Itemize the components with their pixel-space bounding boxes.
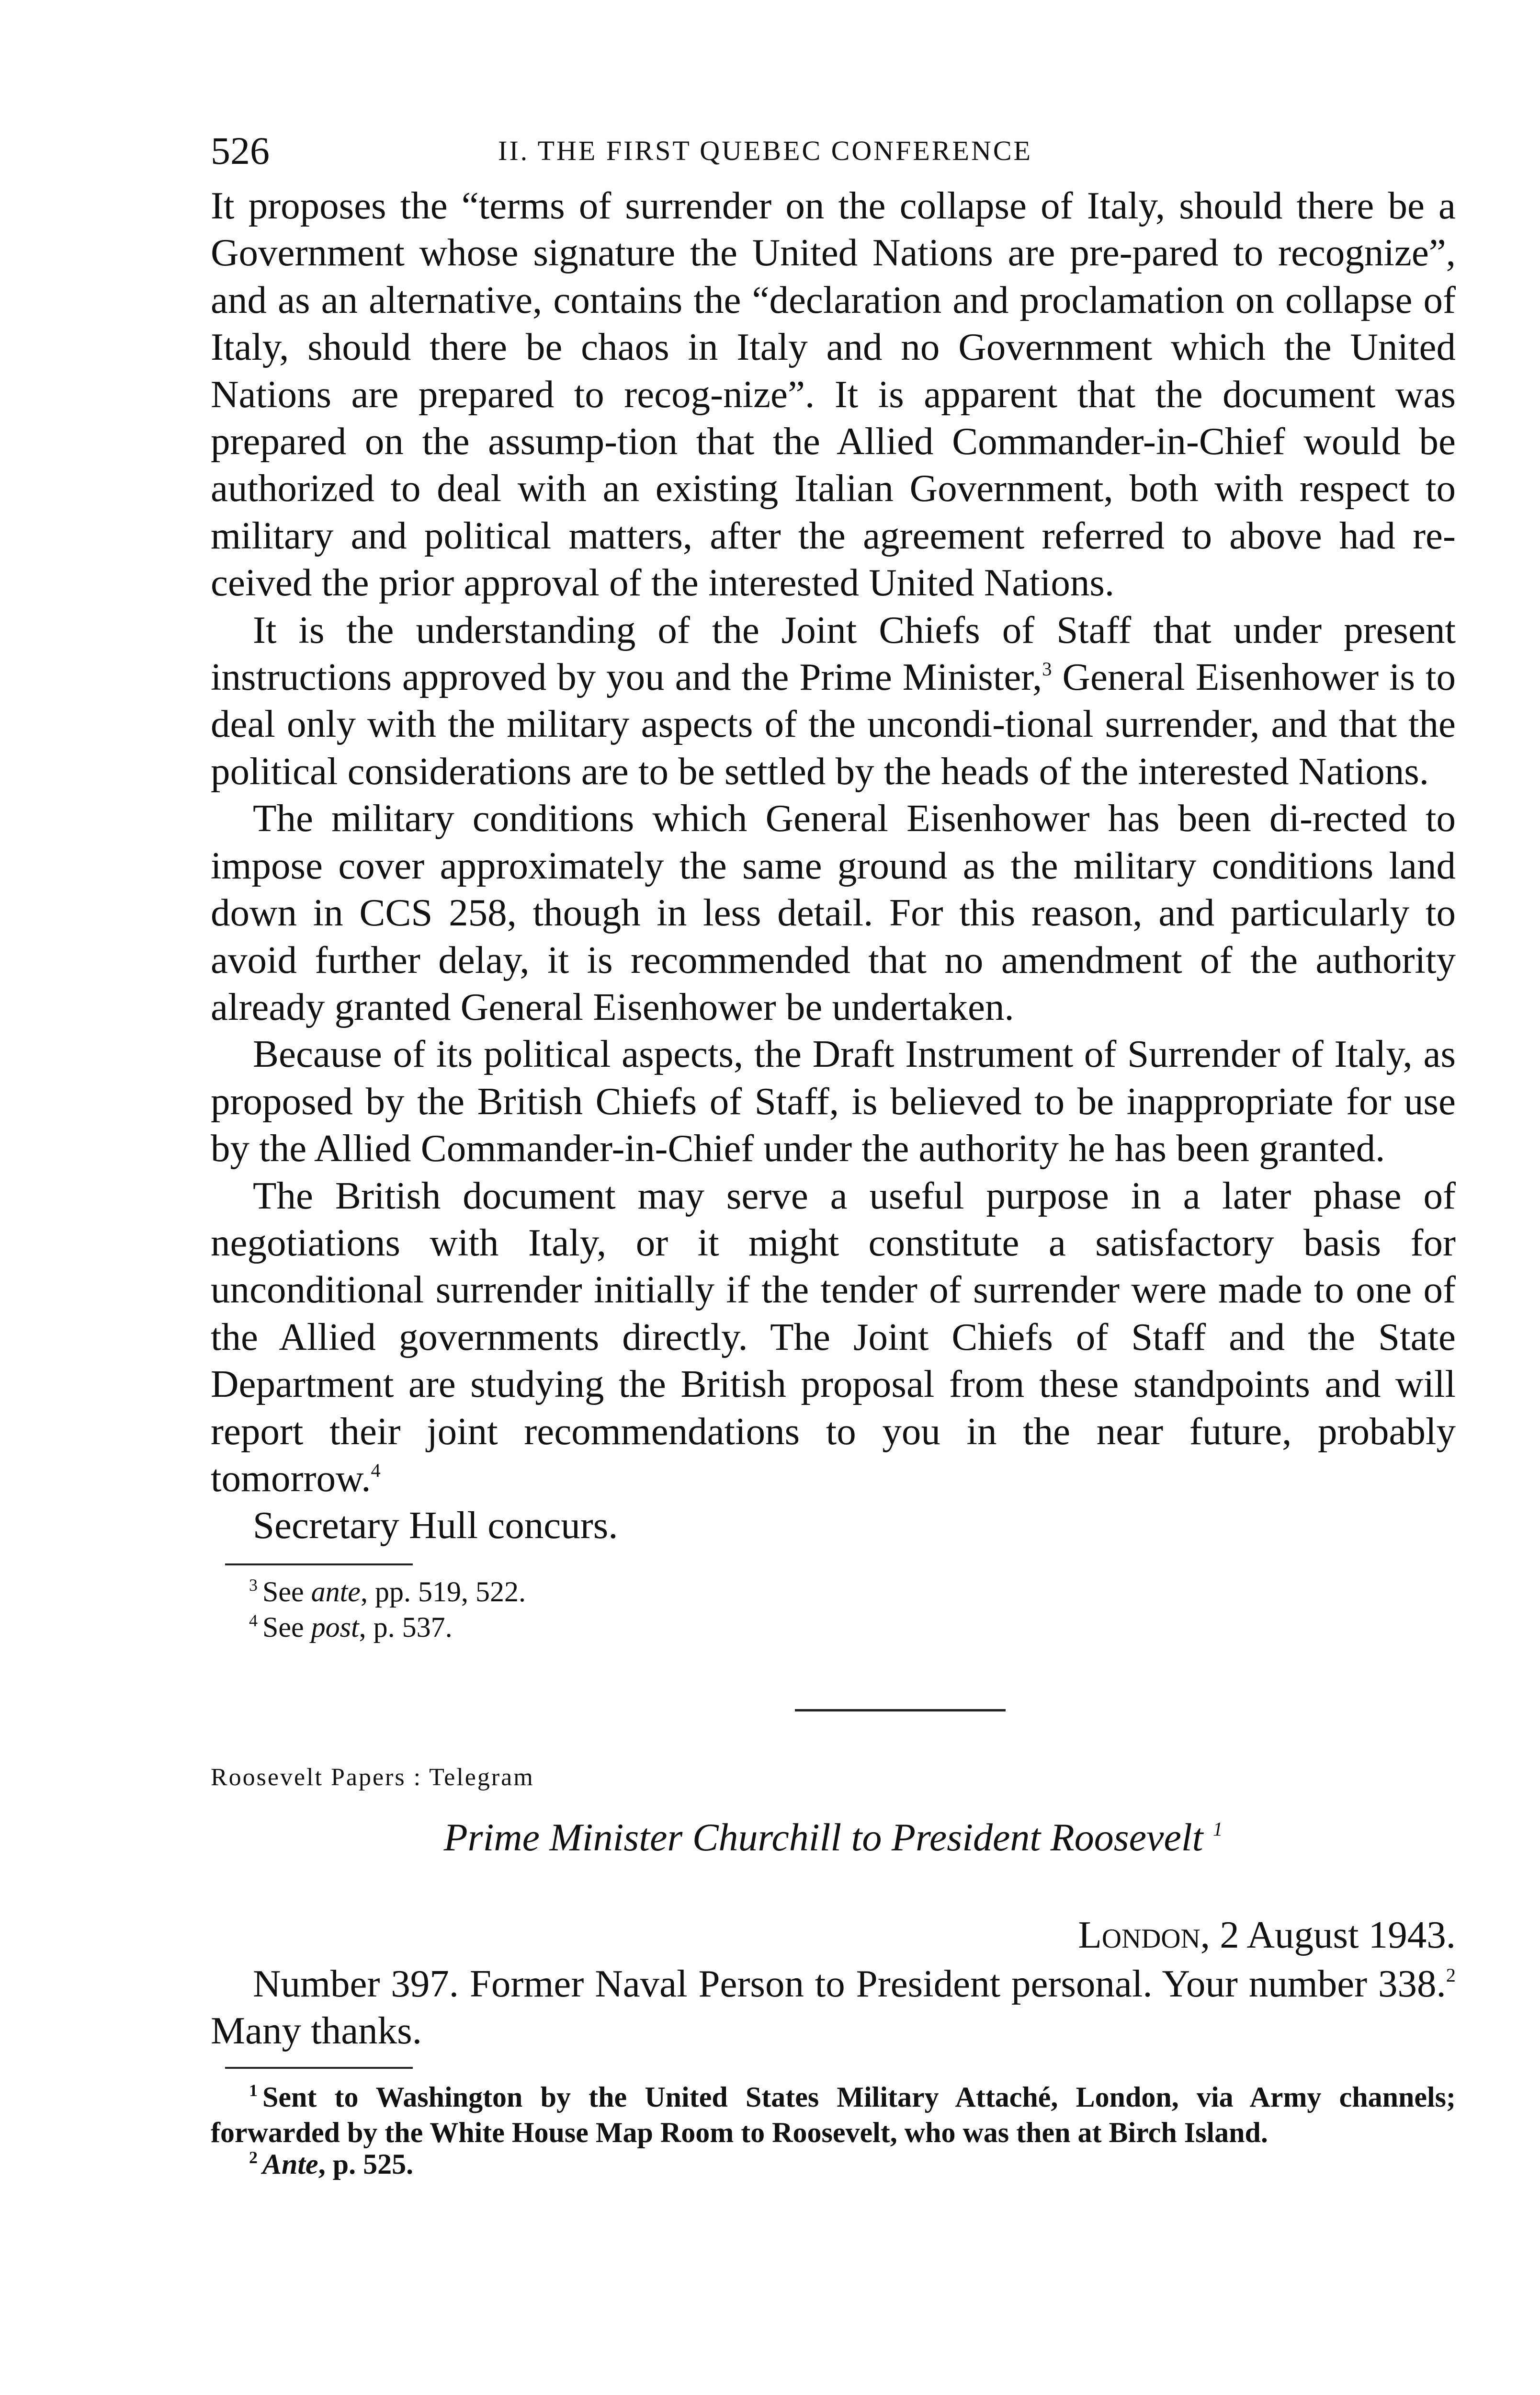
footnote-text: Sent to Washington by the United States Military Attaché, London, via Army channels; forwarded by the White House Map Room to Roosevelt, who was then at Birch Island. <box>211 2081 1456 2148</box>
memo-body <box>211 182 1456 1549</box>
footnote-mark: 3 <box>249 1575 258 1595</box>
footnote-ref-4: 4 <box>371 1459 381 1481</box>
running-head <box>211 129 1456 182</box>
footnote-4 <box>249 1611 1456 1647</box>
footnote-text: See <box>262 1575 311 1608</box>
footnote-2 <box>249 2148 1456 2184</box>
footnotes-top <box>249 1576 1456 1647</box>
telegram-text-b: Many thanks. <box>211 2009 422 2053</box>
paragraph-2-text-a: It is the understanding of the Joint Chiefs of Staff that under present instructions approved by you and the Prime Minister, <box>211 608 1456 699</box>
footnote-text: , pp. 519, 522. <box>360 1575 526 1608</box>
footnote-ref-3: 3 <box>1042 658 1052 680</box>
section-divider <box>795 1709 1006 1711</box>
footnote-mark: 2 <box>249 2148 258 2167</box>
dateline-place: London <box>1078 1913 1200 1956</box>
paragraph-4: Because of its political aspects, the Draft Instrument of Surrender of Italy, as proposed by the British Chiefs of Staff, is believed to be inappropriate for use by the Allied Commander-in-Chief under the authority he has been granted. <box>211 1032 1456 1170</box>
paragraph-5 <box>211 1172 1456 1502</box>
footnote-text: See <box>262 1611 311 1643</box>
paragraph-2 <box>211 606 1456 795</box>
footnote-mark: 1 <box>249 2081 258 2100</box>
document-title <box>211 1813 1456 1861</box>
footnote-mark: 4 <box>249 1611 258 1631</box>
paragraph-3: The military conditions which General Eisenhower has been di-rected to impose cover approximately the same ground as the military conditions land down in CCS 258, though in less detail. For this reason, and particularly to avoid further delay, it is recommended that no amendment of the authority already granted General Eisenhower be undertaken. <box>211 797 1456 1028</box>
dateline-date: , 2 August 1943. <box>1200 1913 1456 1956</box>
document-page <box>211 129 1456 2184</box>
document-title-text: Prime Minister Churchill to President Roosevelt <box>443 1815 1203 1859</box>
footnote-rule-bottom <box>225 2067 413 2069</box>
footnote-italic: ante <box>311 1575 361 1608</box>
footnote-ref-2: 2 <box>1446 1964 1456 1986</box>
telegram-text-a: Number 397. Former Naval Person to President personal. Your number 338. <box>253 1962 1446 2005</box>
footnote-1 <box>211 2081 1456 2148</box>
paragraph-5-text: The British document may serve a useful purpose in a later phase of negotiations with Italy, or it might constitute a satisfactory basis for unconditional surrender initially if the tender of surrender were made to one of the Allied governments directly. The Joint Chiefs of Staff and the State Department are studying the British proposal from these standpoints and will report their joint recommendations to you in the near future, probably tomorrow. <box>211 1174 1456 1500</box>
footnote-text: , p. 537. <box>359 1611 453 1643</box>
footnote-text: , p. 525. <box>318 2148 414 2180</box>
footnote-italic: post <box>311 1611 359 1643</box>
footnote-ref-1: 1 <box>1212 1818 1223 1840</box>
paragraph-1: It proposes the “terms of surrender on the collapse of Italy, should there be a Government whose signature the United Nations are pre-pared to recognize”, and as an alternative, contains the “declaration and proclamation on collapse of Italy, should there be chaos in Italy and no Government which the United Nations are prepared to recog-nize”. It is apparent that the document was prepared on the assump-tion that the Allied Commander-in-Chief would be authorized to deal with an existing Italian Government, both with respect to military and political matters, after the agreement referred to above had re-ceived the prior approval of the interested United Nations. <box>211 184 1456 604</box>
telegram-paragraph <box>211 1960 1456 2054</box>
source-line: Roosevelt Papers : Telegram <box>211 1763 534 1791</box>
footnote-italic: Ante <box>262 2148 318 2180</box>
footnote-rule <box>225 1563 413 1565</box>
running-title: II. THE FIRST QUEBEC CONFERENCE <box>498 135 1032 166</box>
page-number: 526 <box>211 129 270 172</box>
footnotes-bottom <box>211 2081 1456 2184</box>
dateline <box>211 1911 1456 1958</box>
paragraph-2-text-b: General Eisenhower is to deal only with the military aspects of the uncondi-tional surrender, and that the political considerations are to be settled by the heads of the interested Nations. <box>211 655 1456 793</box>
footnote-3 <box>249 1576 1456 1611</box>
telegram-body <box>211 1960 1456 2054</box>
paragraph-6: Secretary Hull concurs. <box>253 1504 618 1547</box>
